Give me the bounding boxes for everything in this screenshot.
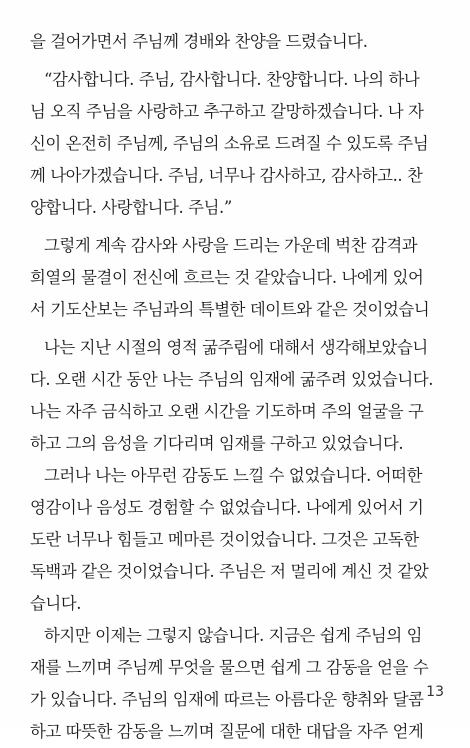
text-line: 양합니다. 사랑합니다. 주님.”: [30, 198, 232, 217]
text-line: 습니다.: [30, 594, 82, 613]
text-line: 하지만 이제는 그렇지 않습니다. 지금은 쉽게 주님의 임: [44, 626, 423, 645]
text-line: 하고 따뜻한 감동을 느끼며 질문에 대한 대답을 자주 얻게: [30, 722, 424, 741]
text-line: “감사합니다. 주님, 감사합니다. 찬양합니다. 나의 하나: [44, 70, 420, 89]
text-line: 나는 자주 금식하고 오랜 시간을 기도하며 주의 얼굴을 구: [30, 402, 424, 421]
text-line: 희열의 물결이 전신에 흐르는 것 같았습니다. 나에게 있어: [30, 268, 424, 287]
text-line: 서 기도산보는 주님과의 특별한 데이트와 같은 것이었습니: [30, 300, 430, 319]
text-line: 께 나아가겠습니다. 주님, 너무나 감사하고, 감사하고.. 찬: [30, 166, 423, 185]
text-line: 님 오직 주님을 사랑하고 추구하고 갈망하겠습니다. 나 자: [30, 102, 424, 121]
text-line: 영감이나 음성도 경험할 수 없었습니다. 나에게 있어서 기: [30, 498, 424, 517]
text-line: 독백과 같은 것이었습니다. 주님은 저 멀리에 계신 것 같았: [30, 562, 429, 581]
text-line: 도란 너무나 힘들고 메마른 것이었습니다. 그것은 고독한: [30, 530, 419, 549]
body-text: [30, 26, 442, 748]
text-line: 신이 온전히 주님께, 주님의 소유로 드려질 수 있도록 주님: [30, 134, 429, 153]
text-line: 가 있습니다. 주님의 임재에 따르는 아름다운 향취와 달콤: [30, 690, 424, 709]
text-line: 나는 지난 시절의 영적 굶주림에 대해서 생각해보았습니: [44, 338, 428, 357]
text-line: 재를 느끼며 주님께 무엇을 물으면 쉽게 그 감동을 얻을 수: [30, 658, 429, 677]
text-line: 다. 오랜 시간 동안 나는 주님의 임재에 굶주려 있었습니다.: [30, 370, 434, 389]
page-number: 13: [426, 684, 444, 700]
text-line: 하고 그의 음성을 기다리며 임재를 구하고 있었습니다.: [30, 434, 404, 453]
text-line: 그러나 나는 아무런 감동도 느낄 수 없었습니다. 어떠한: [44, 466, 423, 485]
text-line: 그렇게 계속 감사와 사랑을 드리는 가운데 벅찬 감격과: [44, 236, 418, 255]
text-line: 을 걸어가면서 주님께 경배와 찬양을 드렸습니다.: [30, 32, 368, 51]
